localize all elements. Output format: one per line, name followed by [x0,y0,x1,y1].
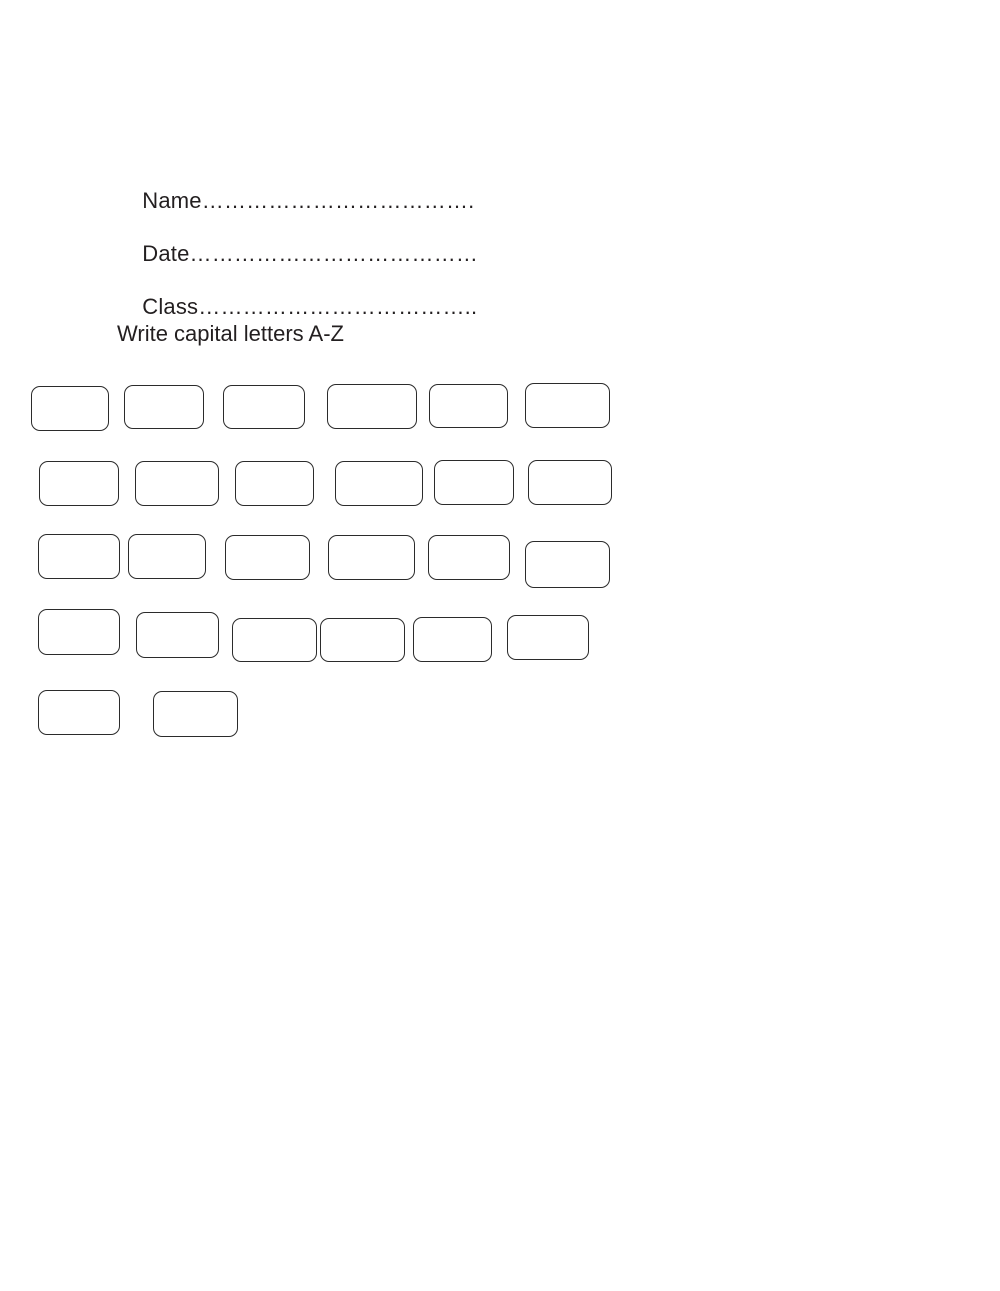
letter-answer-box[interactable] [31,386,109,431]
instruction-text: Write capital letters A-Z [117,321,344,346]
letter-answer-box[interactable] [153,691,238,737]
letter-answer-box[interactable] [525,541,610,588]
name-field-dots: ………………………………. [201,188,475,213]
date-field-dots: ………………………………… [189,241,479,266]
letter-answer-box[interactable] [335,461,423,506]
answer-box-row [0,456,1000,532]
class-field-label: Class [142,294,199,319]
letter-answer-box[interactable] [128,534,206,579]
class-field-dots: ……………………………….. [198,294,478,319]
answer-box-row [0,684,1000,760]
letter-answer-box[interactable] [327,384,417,429]
letter-answer-box[interactable] [528,460,612,505]
answer-box-row [0,532,1000,608]
letter-answer-box[interactable] [135,461,219,506]
letter-answer-box[interactable] [434,460,514,505]
name-field-label: Name [142,188,202,213]
letter-answer-box[interactable] [225,535,310,580]
letter-answer-box[interactable] [124,385,204,429]
letter-answer-box[interactable] [39,461,119,506]
letter-answer-box[interactable] [38,534,120,579]
letter-answer-box[interactable] [235,461,314,506]
letter-answer-box[interactable] [38,690,120,735]
answer-box-grid [0,380,1000,760]
letter-answer-box[interactable] [320,618,405,662]
letter-answer-box[interactable] [328,535,415,580]
letter-answer-box[interactable] [223,385,305,429]
letter-answer-box[interactable] [38,609,120,655]
letter-answer-box[interactable] [413,617,492,662]
answer-box-row [0,608,1000,684]
letter-answer-box[interactable] [429,384,508,428]
letter-answer-box[interactable] [507,615,589,660]
letter-answer-box[interactable] [136,612,219,658]
letter-answer-box[interactable] [428,535,510,580]
letter-answer-box[interactable] [525,383,610,428]
letter-answer-box[interactable] [232,618,317,662]
date-field-label: Date [142,241,190,266]
answer-box-row [0,380,1000,456]
